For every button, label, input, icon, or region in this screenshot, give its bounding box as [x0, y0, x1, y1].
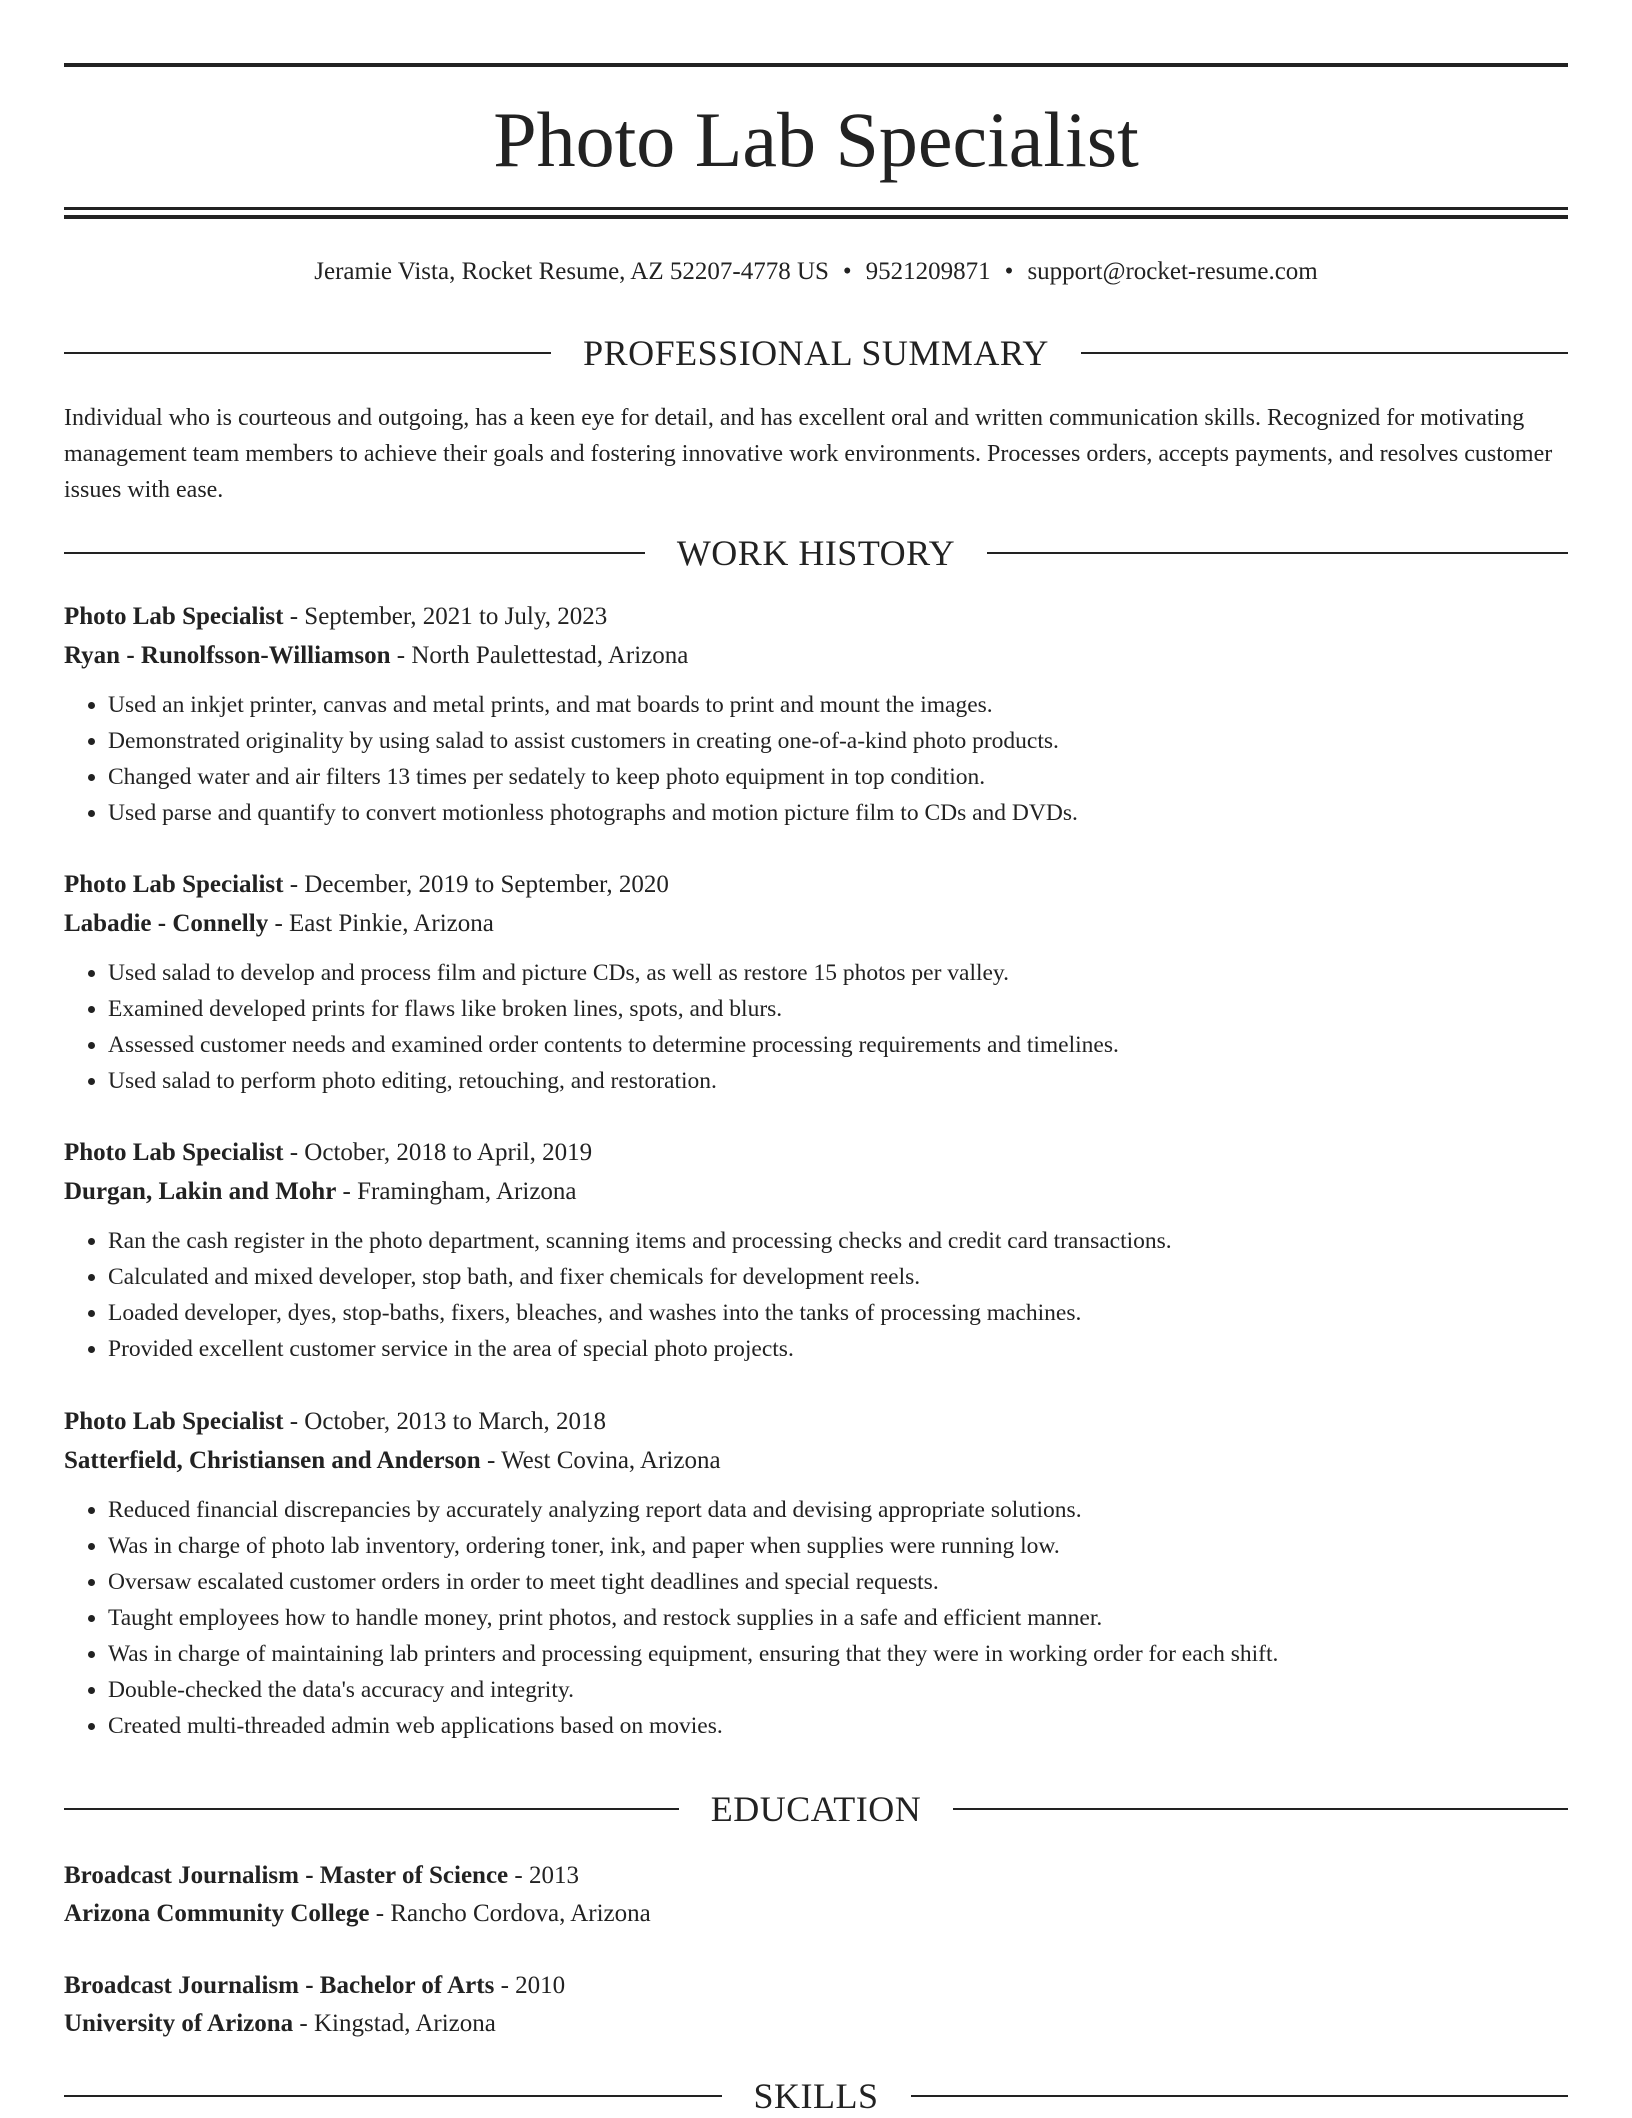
- job-bullet: • Examined developed prints for flaws like broken lines, spots, and blurs.: [108, 991, 1568, 1027]
- job-company: Labadie - Connelly: [64, 910, 269, 937]
- heading-rule-right: [911, 2095, 1569, 2097]
- heading-rule-left: [64, 552, 645, 554]
- job-dates: - October, 2013 to March, 2018: [283, 1408, 607, 1435]
- job-bullet: • Taught employees how to handle money, print photos, and restock supplies in a safe and efficient manner.: [108, 1600, 1568, 1636]
- education-school-line: [64, 2005, 1568, 2043]
- job-bullet: • Reduced financial discrepancies by accurately analyzing report data and devising appropriate solutions.: [108, 1492, 1568, 1528]
- section-title: EDUCATION: [710, 1789, 922, 1829]
- contact-separator: •: [842, 258, 852, 285]
- job-bullet: • Assessed customer needs and examined order contents to determine processing requirements and timelines.: [108, 1027, 1568, 1063]
- job-bullet: • Was in charge of maintaining lab printers and processing equipment, ensuring that they were in working order for each shift.: [108, 1636, 1568, 1672]
- job-bullet: • Double-checked the data's accuracy and integrity.: [108, 1672, 1568, 1708]
- education-year: - 2010: [494, 1972, 566, 1999]
- education-location: - Rancho Cordova, Arizona: [369, 1900, 651, 1927]
- job-dates: - September, 2021 to July, 2023: [283, 603, 608, 630]
- education-school-line: [64, 1895, 1568, 1933]
- job-bullet: • Ran the cash register in the photo department, scanning items and processing checks and credit card transactions.: [108, 1223, 1568, 1259]
- job-company: Durgan, Lakin and Mohr: [64, 1178, 337, 1205]
- education-degree-line: [64, 1857, 1568, 1895]
- job-bullet: • Provided excellent customer service in the area of special photo projects.: [108, 1331, 1568, 1367]
- job-company-line: [64, 636, 1568, 675]
- heading-rule-right: [1081, 352, 1568, 354]
- section-title: PROFESSIONAL SUMMARY: [583, 333, 1049, 373]
- contact-phone: 9521209871: [865, 258, 991, 285]
- heading-rule-left: [64, 1808, 679, 1810]
- job-entry: [64, 865, 1568, 1099]
- job-title: Photo Lab Specialist: [64, 1139, 284, 1166]
- contact-line: [64, 255, 1568, 289]
- education-year: - 2013: [508, 1862, 579, 1889]
- job-bullets: [64, 687, 1568, 831]
- job-location: - North Paulettestad, Arizona: [390, 642, 689, 669]
- job-entry: [64, 1133, 1568, 1367]
- job-bullets: [64, 1492, 1568, 1744]
- title-underline-thin: [64, 207, 1568, 210]
- job-title-line: [64, 597, 1568, 636]
- job-bullet: • Calculated and mixed developer, stop bath, and fixer chemicals for development reels.: [108, 1259, 1568, 1295]
- title-underline-thick: [64, 215, 1568, 219]
- job-entry: [64, 1402, 1568, 1744]
- job-bullet: • Changed water and air filters 13 times per sedately to keep photo equipment in top condition.: [108, 759, 1568, 795]
- job-bullet: • Demonstrated originality by using salad to assist customers in creating one-of-a-kind photo products.: [108, 723, 1568, 759]
- contact-address: Jeramie Vista, Rocket Resume, AZ 52207-4778 US: [314, 258, 829, 285]
- job-title: Photo Lab Specialist: [64, 603, 284, 630]
- job-bullet: • Loaded developer, dyes, stop-baths, fixers, bleaches, and washes into the tanks of processing machines.: [108, 1295, 1568, 1331]
- job-company: Ryan - Runolfsson-Williamson: [64, 642, 391, 669]
- education-degree: Broadcast Journalism - Master of Science: [64, 1862, 509, 1889]
- education-degree: Broadcast Journalism - Bachelor of Arts: [64, 1972, 495, 1999]
- job-location: - West Covina, Arizona: [480, 1447, 721, 1474]
- contact-separator: •: [1004, 258, 1014, 285]
- education-school: Arizona Community College: [64, 1900, 370, 1927]
- section-heading-work: [64, 531, 1568, 575]
- job-bullet: • Used an inkjet printer, canvas and metal prints, and mat boards to print and mount the images.: [108, 687, 1568, 723]
- summary-text: Individual who is courteous and outgoing, has a keen eye for detail, and has excellent oral and written communication skills. Recognized for motivating management team members to achieve their goals and fostering innovative work environments. Processes orders, accepts payments, and resolves customer issues with ease.: [64, 405, 1553, 503]
- job-title-line: [64, 1133, 1568, 1172]
- job-title: Photo Lab Specialist: [64, 871, 284, 898]
- section-heading-education: [64, 1787, 1568, 1831]
- education-entry: [64, 1857, 1568, 1933]
- job-bullet: • Created multi-threaded admin web applications based on movies.: [108, 1708, 1568, 1744]
- education-degree-line: [64, 1967, 1568, 2005]
- job-title-line: [64, 1402, 1568, 1441]
- job-bullet: • Used salad to perform photo editing, retouching, and restoration.: [108, 1063, 1568, 1099]
- job-company-line: [64, 904, 1568, 943]
- job-bullet: • Used parse and quantify to convert motionless photographs and motion picture film to CDs and DVDs.: [108, 795, 1568, 831]
- heading-rule-right: [953, 1808, 1568, 1810]
- job-company: Satterfield, Christiansen and Anderson: [64, 1447, 481, 1474]
- job-company-line: [64, 1172, 1568, 1211]
- education-school: University of Arizona: [64, 2010, 294, 2037]
- section-title: SKILLS: [753, 2076, 879, 2116]
- section-heading-summary: [64, 331, 1568, 375]
- job-title-line: [64, 865, 1568, 904]
- top-rule: [64, 63, 1568, 67]
- job-bullet: • Oversaw escalated customer orders in order to meet tight deadlines and special requests.: [108, 1564, 1568, 1600]
- job-dates: - October, 2018 to April, 2019: [283, 1139, 593, 1166]
- education-location: - Kingstad, Arizona: [293, 2010, 496, 2037]
- job-bullets: [64, 955, 1568, 1099]
- job-dates: - December, 2019 to September, 2020: [283, 871, 669, 898]
- heading-rule-left: [64, 2095, 722, 2097]
- section-heading-skills: [64, 2074, 1568, 2118]
- job-title: Photo Lab Specialist: [64, 1408, 284, 1435]
- education-entry: [64, 1967, 1568, 2043]
- resume-title: Photo Lab Specialist: [493, 96, 1139, 183]
- section-title: WORK HISTORY: [676, 533, 956, 573]
- job-bullets: [64, 1223, 1568, 1367]
- heading-rule-right: [987, 552, 1568, 554]
- job-entry: [64, 597, 1568, 831]
- job-bullet: • Used salad to develop and process film and picture CDs, as well as restore 15 photos per valley.: [108, 955, 1568, 991]
- job-bullet: • Was in charge of photo lab inventory, ordering toner, ink, and paper when supplies were running low.: [108, 1528, 1568, 1564]
- job-location: - East Pinkie, Arizona: [268, 910, 494, 937]
- job-company-line: [64, 1441, 1568, 1480]
- job-location: - Framingham, Arizona: [336, 1178, 577, 1205]
- heading-rule-left: [64, 352, 551, 354]
- contact-email: support@rocket-resume.com: [1027, 258, 1318, 285]
